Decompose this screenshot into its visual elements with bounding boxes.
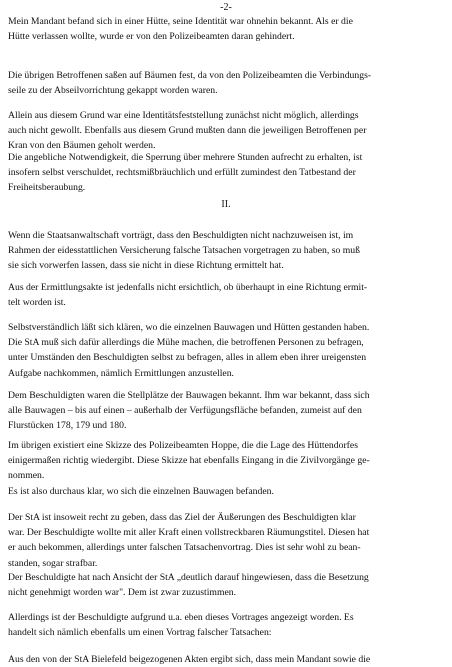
text-line: nicht genehmigt worden war". Dem ist zwar zuzustimmen. [8, 587, 237, 599]
section-numeral: II. [221, 199, 231, 210]
text-line: seile zu der Abseilvorrichtung gekappt worden waren. [8, 85, 218, 97]
text-line: war. Der Beschuldigte wollte mit aller Kraft einen vollstreckbaren Räumungstitel. Diesen hat [8, 527, 370, 539]
text-line: Aus den von der StA Bielefeld beigezogenen Akten ergibt sich, dass mein Mandant sowie die [8, 654, 371, 665]
text-line: Der Beschuldigte hat nach Ansicht der StA „deutlich darauf hingewiesen, dass die Besetzung [8, 572, 369, 583]
text-line: Allein aus diesem Grund war eine Identitätsfeststellung zunächst nicht möglich, allerdings [8, 110, 359, 121]
paragraph [8, 610, 446, 640]
text-line: alle Bauwagen – bis auf einen – außerhalb der Verfügungsfläche befanden, zumeist auf den [8, 405, 362, 417]
text-line: Aufgabe nachkommen, nämlich Ermittlungen anzustellen. [8, 367, 234, 379]
text-line: Im übrigen existiert eine Skizze des Polizeibeamten Hoppe, die die Lage des Hüttendorfes [8, 440, 358, 451]
text-line: Allerdings ist der Beschuldigte aufgrund u.a. eben dieses Vortrages angezeigt worden. Es [8, 612, 354, 623]
paragraph [8, 280, 446, 310]
paragraph [8, 68, 446, 98]
text-line: handelt sich nämlich ebenfalls um einen Vortrag falscher Tatsachen: [8, 627, 272, 639]
paragraph [8, 108, 446, 154]
paragraph [8, 388, 446, 434]
paragraph [8, 484, 446, 499]
text-line: Hütte verlassen wollte, wurde er von den Polizeibeamten daran gehindert. [8, 31, 295, 43]
text-line: Mein Mandant befand sich in einer Hütte, seine Identität war ohnehin bekannt. Als er die [8, 16, 353, 27]
text-line: insofern selbst verschuldet, rechtsmißbräuchlich und erfüllt zumindest den Tatbestand der [8, 167, 356, 179]
paragraph [8, 14, 446, 44]
page-number: -2- [220, 2, 232, 13]
text-line: Die angebliche Notwendigkeit, die Sperrung über mehrere Stunden aufrecht zu erhalten, ist [8, 152, 363, 163]
text-line: nommen. [8, 470, 45, 482]
text-line: Dem Beschuldigten waren die Stellplätze der Bauwagen bekannt. Ihm war bekannt, dass sich [8, 390, 370, 401]
text-line: einigermaßen richtig wiedergibt. Diese Skizze hat ebenfalls Eingang in die Zivilvorgänge ge- [8, 455, 370, 467]
text-line: Die StA muß sich dafür allerdings die Mühe machen, die betroffenen Personen zu befragen, [8, 337, 364, 349]
text-line: Wenn die Staatsanwaltschaft vorträgt, dass den Beschuldigten nicht nachzuweisen ist, im [8, 230, 354, 241]
text-line: Kran von den Bäumen geholt werden. [8, 140, 156, 152]
text-line: unter Umständen den Beschuldigten selbst zu befragen, alles in allem eben ihrer ureigensten [8, 352, 367, 364]
text-line: Es ist also durchaus klar, wo sich die einzelnen Bauwagen befanden. [8, 486, 274, 497]
text-line: Flurstücken 178, 179 und 180. [8, 420, 127, 432]
text-line: telt worden ist. [8, 297, 66, 309]
paragraph [8, 652, 446, 667]
text-line: Die übrigen Betroffenen saßen auf Bäumen fest, da von den Polizeibeamten die Verbindungs- [8, 70, 372, 81]
text-line: er auch bekommen, allerdings unter falschen Tatsachenvortrag. Dies ist sehr wohl zu bean- [8, 542, 361, 554]
text-line: standen, sogar strafbar. [8, 557, 98, 569]
text-line: Aus der Ermittlungsakte ist jedenfalls nicht ersichtlich, ob überhaupt in eine Richtung ermit- [8, 282, 368, 293]
text-line: Rahmen der eidesstattlichen Versicherung falsche Tatsachen vorgetragen zu haben, so muß [8, 245, 360, 257]
text-line: Der StA ist insoweit recht zu geben, dass das Ziel der Äußerungen des Beschuldigten klar [8, 512, 356, 523]
text-line: sie sich vorwerfen lassen, dass sie nicht in diese Richtung ermittelt hat. [8, 260, 284, 272]
paragraph [8, 510, 446, 571]
paragraph [8, 150, 446, 196]
paragraph [8, 228, 446, 274]
text-line: Selbstverständlich läßt sich klären, wo die einzelnen Bauwagen und Hütten gestanden haben. [8, 322, 370, 333]
paragraph [8, 438, 446, 484]
paragraph [8, 320, 446, 381]
text-line: auch nicht gewollt. Ebenfalls aus diesem Grund mußten dann die jeweiligen Betroffenen per [8, 125, 367, 137]
paragraph [8, 570, 446, 600]
text-line: Freiheitsberaubung. [8, 182, 86, 194]
